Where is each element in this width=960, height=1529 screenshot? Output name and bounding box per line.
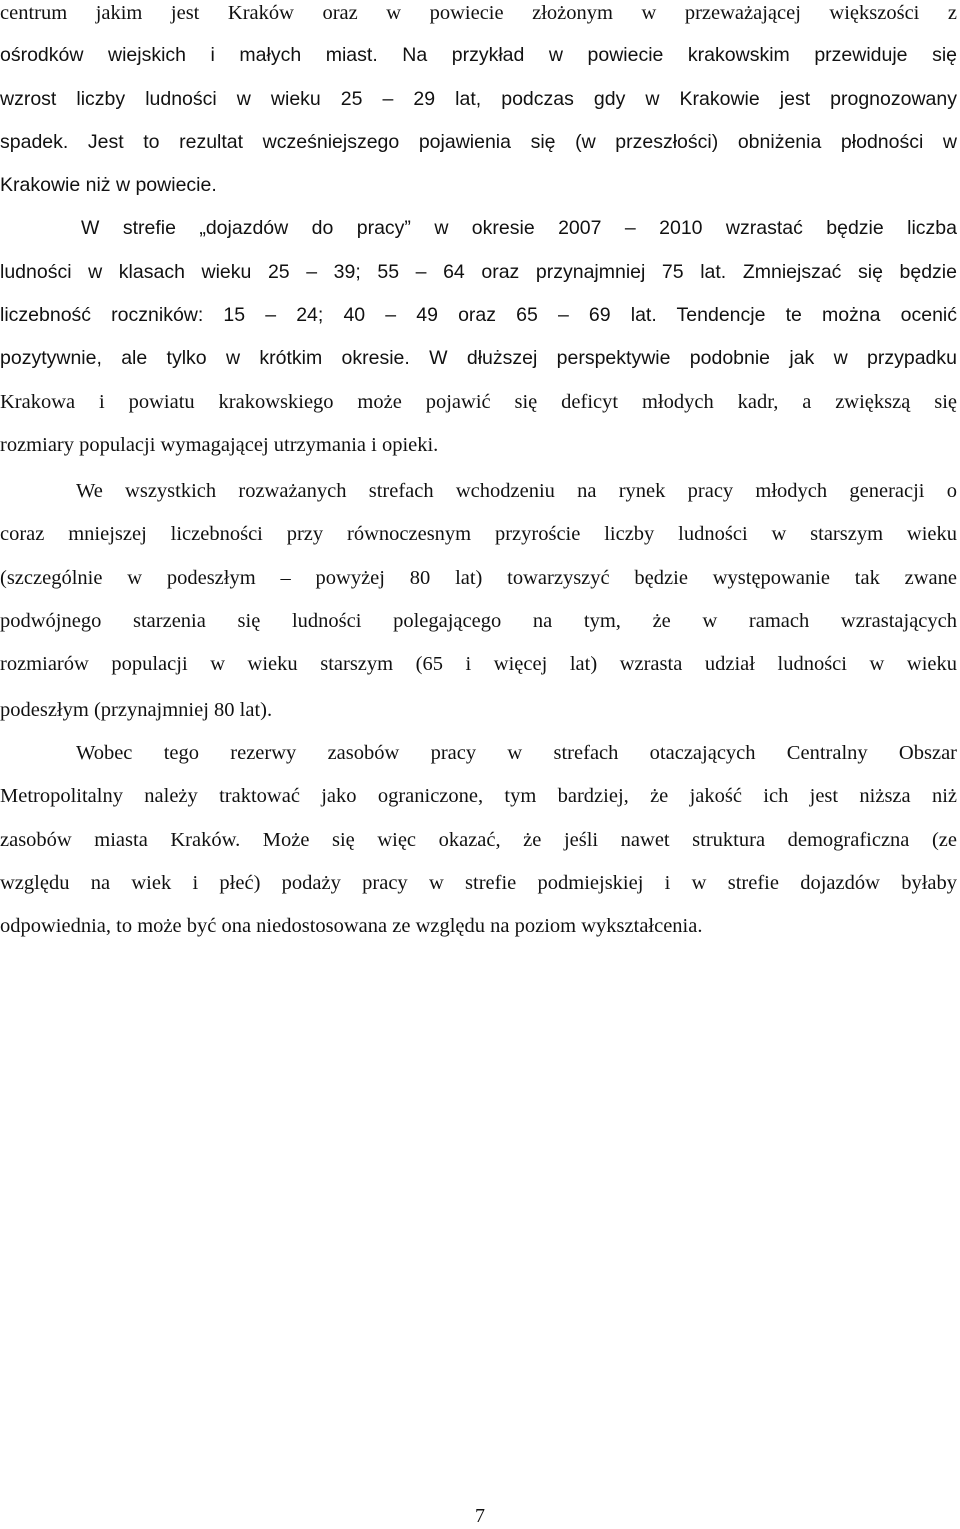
paragraph-first-line: Wobec tego rezerwy zasobów pracy w strefach otaczających Centralny Obszar [76, 742, 957, 764]
text-line: ośrodków wiejskich i małych miast. Na przykład w powiecie krakowskim przewiduje się [0, 44, 957, 66]
paragraph-first-line: W strefie „dojazdów do pracy” w okresie 2007 – 2010 wzrastać będzie liczba [81, 217, 957, 239]
text-line: Metropolitalny należy traktować jako ograniczone, tym bardziej, że jakość ich jest niższa niż [0, 785, 957, 807]
text-line: pozytywnie, ale tylko w krótkim okresie. W dłuższej perspektywie podobnie jak w przypadku [0, 347, 957, 369]
text-line: spadek. Jest to rezultat wcześniejszego pojawienia się (w przeszłości) obniżenia płodności w [0, 131, 957, 153]
text-line: rozmiary populacji wymagającej utrzymania i opieki. [0, 434, 439, 456]
page-number: 7 [475, 1505, 485, 1527]
text-line: podwójnego starzenia się ludności polegającego na tym, że w ramach wzrastających [0, 610, 957, 632]
text-line: Krakowa i powiatu krakowskiego może pojawić się deficyt młodych kadr, a zwiększą się [0, 391, 957, 413]
text-line: zasobów miasta Kraków. Może się więc okazać, że jeśli nawet struktura demograficzna (ze [0, 829, 957, 851]
text-line: rozmiarów populacji w wieku starszym (65 i więcej lat) wzrasta udział ludności w wieku [0, 653, 957, 675]
text-line: podeszłym (przynajmniej 80 lat). [0, 699, 273, 721]
text-line: liczebność roczników: 15 – 24; 40 – 49 oraz 65 – 69 lat. Tendencje te można ocenić [0, 304, 957, 326]
paragraph-first-line: We wszystkich rozważanych strefach wchodzeniu na rynek pracy młodych generacji o [76, 480, 957, 502]
text-line: względu na wiek i płeć) podaży pracy w strefie podmiejskiej i w strefie dojazdów byłaby [0, 872, 957, 894]
text-line: wzrost liczby ludności w wieku 25 – 29 lat, podczas gdy w Krakowie jest prognozowany [0, 88, 957, 110]
text-line: coraz mniejszej liczebności przy równoczesnym przyroście liczby ludności w starszym wieku [0, 523, 957, 545]
text-line: (szczególnie w podeszłym – powyżej 80 lat) towarzyszyć będzie występowanie tak zwane [0, 567, 957, 589]
text-line: Krakowie niż w powiecie. [0, 174, 217, 196]
text-line: odpowiednia, to może być ona niedostosowana ze względu na poziom wykształcenia. [0, 915, 703, 937]
text-line: ludności w klasach wieku 25 – 39; 55 – 64 oraz przynajmniej 75 lat. Zmniejszać się będzie [0, 261, 957, 283]
text-line: centrum jakim jest Kraków oraz w powiecie złożonym w przeważającej większości z [0, 2, 957, 24]
